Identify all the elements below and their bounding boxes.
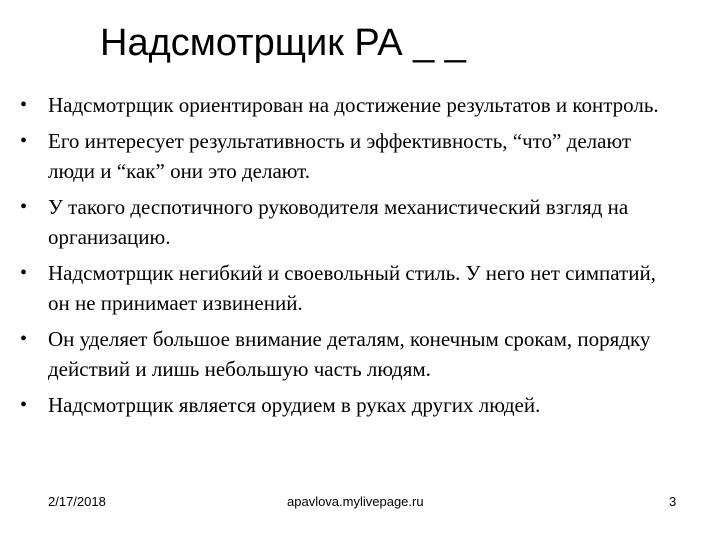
bullet-item [20, 390, 680, 420]
bullet-item [20, 258, 680, 318]
slide-title: Надсмотрщик РА _ _ [100, 22, 466, 64]
bullet-item [20, 90, 680, 120]
bullet-marker: • [20, 394, 28, 416]
bullet-text: Его интересует результативность и эффективность, “что” делают люди и “как” они это делают. [48, 129, 632, 183]
bullet-text: Он уделяет большое внимание деталям, конечным срокам, порядку действий и лишь небольшую часть людям. [48, 327, 651, 381]
bullet-marker: • [20, 196, 28, 218]
bullet-text: У такого деспотичного руководителя механистический взгляд на организацию. [48, 195, 629, 249]
bullet-marker: • [20, 94, 28, 116]
bullet-item [20, 126, 680, 186]
bullet-text: Надсмотрщик ориентирован на достижение результатов и контроль. [48, 93, 659, 117]
bullet-text: Надсмотрщик негибкий и своевольный стиль. У него нет симпатий, он не принимает извинений. [48, 261, 656, 315]
bullet-item [20, 324, 680, 384]
footer-date: 2/17/2018 [48, 494, 106, 509]
bullet-marker: • [20, 130, 28, 152]
footer-website: apavlova.mylivepage.ru [287, 494, 424, 509]
bullet-marker: • [20, 328, 28, 350]
bullet-marker: • [20, 262, 28, 284]
bullet-item [20, 192, 680, 252]
bullet-list [20, 90, 680, 426]
footer-page-number: 3 [669, 494, 677, 509]
bullet-text: Надсмотрщик является орудием в руках других людей. [48, 393, 541, 417]
